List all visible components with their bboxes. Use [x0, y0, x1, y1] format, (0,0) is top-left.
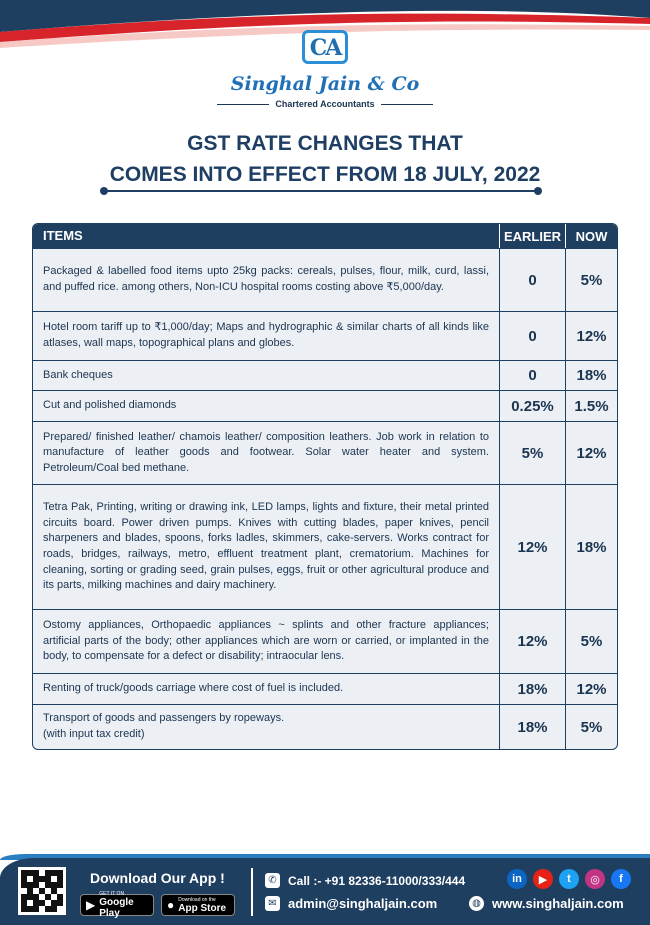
row-now-rate: 12%	[565, 674, 617, 704]
gst-rate-table	[32, 223, 618, 750]
table-row	[33, 484, 617, 609]
social-links	[507, 869, 631, 889]
table-row	[33, 360, 617, 390]
row-earlier-rate: 5%	[499, 422, 565, 484]
table-row	[33, 311, 617, 360]
row-now-rate: 12%	[565, 422, 617, 484]
ca-logo-mark	[302, 30, 348, 64]
row-now-rate: 5%	[565, 610, 617, 673]
row-item: Hotel room tariff up to ₹1,000/day; Maps and hydrographic & similar charts of all kinds like atlases, wall maps, topographical plans and globes.	[43, 321, 489, 349]
table-row	[33, 704, 617, 749]
row-item: Cut and polished diamonds	[43, 399, 177, 412]
email-contact[interactable]	[265, 896, 437, 911]
mail-icon: ✉	[265, 896, 280, 911]
table-row	[33, 609, 617, 673]
table-row	[33, 248, 617, 311]
youtube-icon[interactable]: ▶	[533, 869, 553, 889]
row-earlier-rate: 0	[499, 249, 565, 311]
table-row	[33, 673, 617, 704]
firm-name: Singhal Jain & Co	[230, 73, 420, 95]
page-title	[0, 128, 650, 190]
row-earlier-rate: 12%	[499, 610, 565, 673]
row-item: Transport of goods and passengers by ropeways. (with input tax credit)	[43, 712, 285, 740]
call-contact[interactable]	[265, 873, 465, 888]
row-now-rate: 5%	[565, 249, 617, 311]
row-item: Renting of truck/goods carriage where cost of fuel is included.	[43, 682, 344, 695]
google-play-label: Google Play	[99, 897, 134, 919]
row-item: Prepared/ finished leather/ chamois leather/ composition leathers. Job work in relation to manufacture of leather goods and footwear. Solar water heater and system. Petroleum/Coal bed methane.	[43, 430, 489, 474]
row-earlier-rate: 0	[499, 312, 565, 360]
phone-icon: ✆	[265, 873, 280, 888]
instagram-icon[interactable]: ◎	[585, 869, 605, 889]
linkedin-icon[interactable]: in	[507, 869, 527, 889]
header-items: ITEMS	[43, 228, 83, 244]
row-earlier-rate: 0.25%	[499, 391, 565, 421]
app-store-label: App Store	[178, 902, 227, 914]
download-app-title: Download Our App !	[90, 870, 225, 886]
title-line-2: COMES INTO EFFECT FROM 18 JULY, 2022	[109, 163, 541, 186]
firm-logo	[0, 30, 650, 109]
divider	[381, 104, 433, 105]
row-now-rate: 18%	[565, 485, 617, 609]
row-earlier-rate: 18%	[499, 674, 565, 704]
row-earlier-rate: 12%	[499, 485, 565, 609]
footer-divider	[251, 868, 253, 916]
table-row	[33, 421, 617, 484]
google-play-icon: ▶	[86, 898, 96, 912]
row-item: Ostomy appliances, Orthopaedic appliances ~ splints and other fracture appliances; artificial parts of the body; other appliances which are worn or carried, or implanted in the body, to compensate for a defect or disability; intraocular lens.	[43, 619, 489, 663]
row-item: Tetra Pak, Printing, writing or drawing ink, LED lamps, lights and fixture, their metal printed circuits board. Power driven pumps. Knives with cutting blades, paper knives, pencil sharpeners and blades, spoons, forks ladles, skimmers, cake-servers. Works contract for roads, bridges, railways, metro, effluent treatment plant, crematorium. Machines for cleaning, sorting or grading seed, grain pulses, eggs, fruit or other agricultural produce and its parts, milking machines and dairy machinery.	[43, 501, 489, 592]
website-text: www.singhaljain.com	[492, 896, 624, 911]
title-line-1: GST RATE CHANGES THAT	[187, 132, 463, 155]
footer	[0, 858, 650, 925]
table-header-row	[33, 224, 617, 248]
row-item: Bank cheques	[43, 368, 113, 381]
row-now-rate: 5%	[565, 705, 617, 749]
google-play-button[interactable]	[80, 891, 154, 919]
qr-code-pattern	[21, 870, 63, 912]
google-play-caption: GET IT ON	[99, 891, 125, 897]
qr-code[interactable]	[18, 867, 66, 915]
website-link[interactable]	[469, 896, 624, 911]
row-now-rate: 1.5%	[565, 391, 617, 421]
title-underline	[104, 190, 538, 192]
row-now-rate: 12%	[565, 312, 617, 360]
email-text: admin@singhaljain.com	[288, 896, 438, 911]
row-earlier-rate: 18%	[499, 705, 565, 749]
firm-subtitle-row	[0, 99, 650, 109]
app-store-caption: Download on the	[178, 896, 216, 903]
call-text: Call :- +91 82336-11000/333/444	[288, 873, 466, 888]
app-store-button[interactable]	[161, 894, 235, 916]
table-row	[33, 390, 617, 421]
row-earlier-rate: 0	[499, 361, 565, 390]
apple-icon: ●	[167, 898, 175, 912]
firm-subtitle: Chartered Accountants	[275, 99, 375, 109]
twitter-icon[interactable]: t	[559, 869, 579, 889]
row-item: Packaged & labelled food items upto 25kg packs: cereals, pulses, flour, milk, curd, lassi, and puffed rice. among others, Non-ICU hospital rooms costing above ₹5,000/day.	[43, 265, 489, 293]
row-now-rate: 18%	[565, 361, 617, 390]
header-now: NOW	[565, 224, 617, 248]
logo-mark-text: CA	[309, 35, 341, 61]
facebook-icon[interactable]: f	[611, 869, 631, 889]
divider	[217, 104, 269, 105]
globe-icon: ◍	[469, 896, 484, 911]
header-earlier: EARLIER	[499, 224, 565, 248]
